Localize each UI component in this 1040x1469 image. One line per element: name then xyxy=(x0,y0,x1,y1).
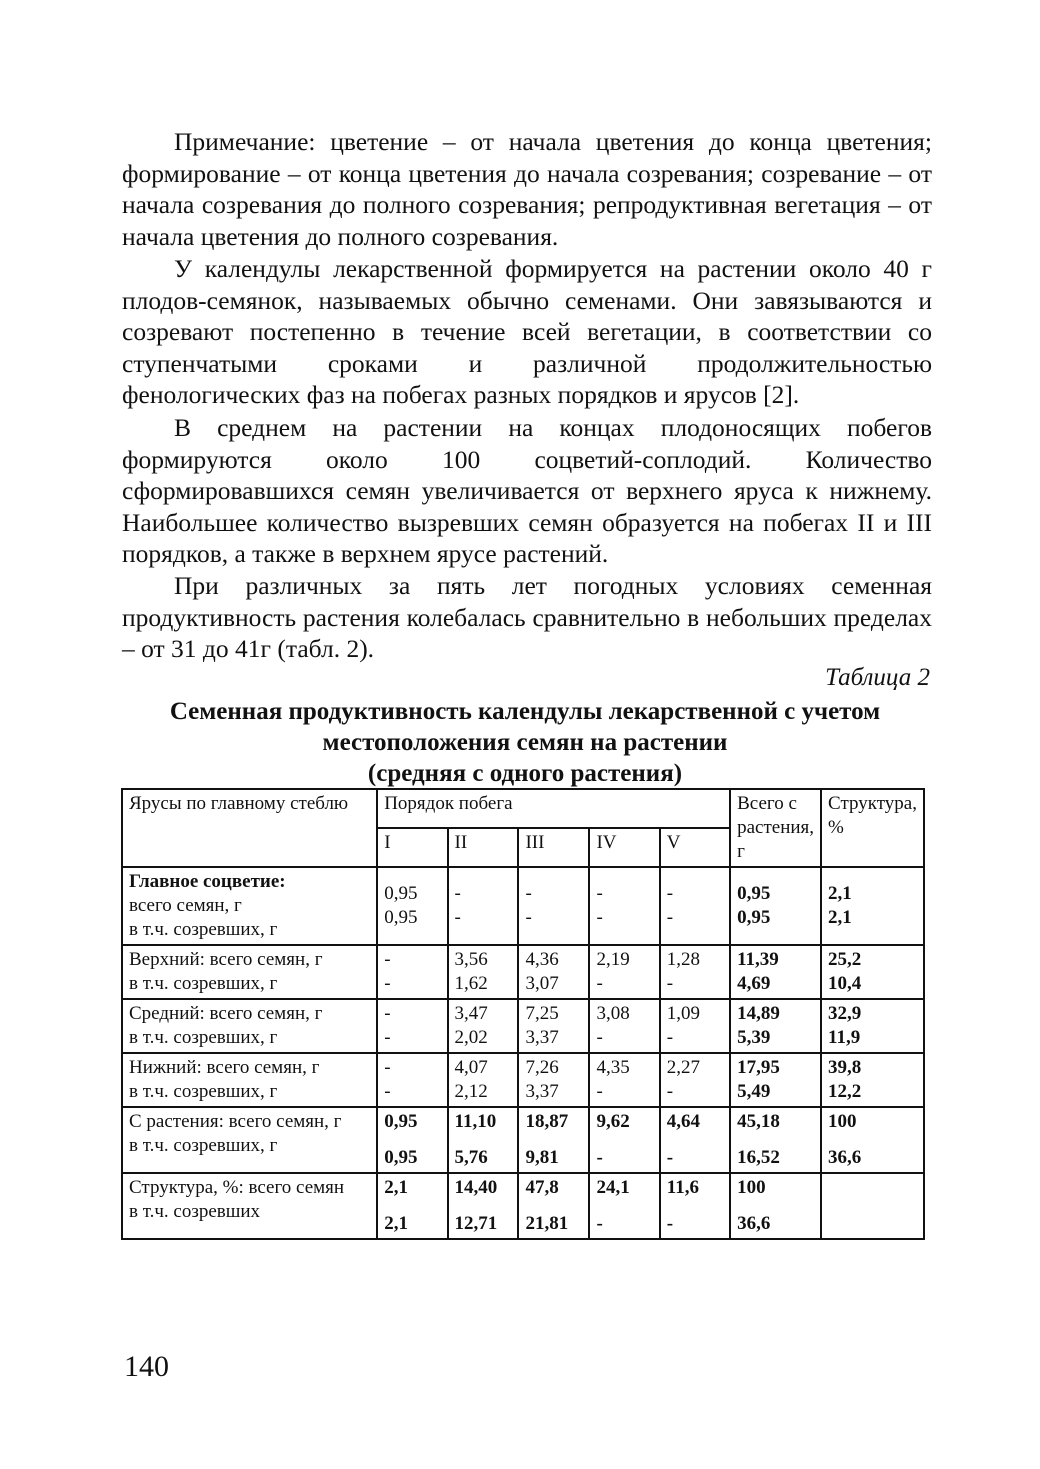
table-row xyxy=(122,1053,924,1107)
cell-order-iii: 47,8 21,81 xyxy=(518,1173,589,1239)
page-number: 140 xyxy=(124,1350,169,1383)
body-paragraph-3: При различных за пять лет погодных условиях семенная продуктивность растения колебалась сравнительно в небольших пределах – от 31 до 41г (табл. 2). xyxy=(122,571,932,663)
note-paragraph: Примечание: цветение – от начала цветения до конца цветения; формирование – от конца цветения до начала созревания; созревание – от начала созревания до полного созревания; репродуктивная вегетация – от начала цветения до полного созревания. xyxy=(122,127,932,251)
row-label: Верхний: всего семян, г в т.ч. созревших, г xyxy=(122,945,377,999)
row-label: С растения: всего семян, г в т.ч. созревших, г xyxy=(122,1107,377,1173)
cell-total: 0,95 0,95 xyxy=(730,867,821,945)
cell-structure xyxy=(821,1173,924,1239)
table-header-row-1 xyxy=(122,789,924,828)
table-title xyxy=(110,696,940,789)
cell-order-v: 1,28 - xyxy=(660,945,730,999)
header-order-ii: II xyxy=(448,828,519,867)
cell-order-ii: 11,10 5,76 xyxy=(448,1107,519,1173)
header-order-iii: III xyxy=(518,828,589,867)
cell-order-iv: - - xyxy=(589,867,659,945)
cell-total: 11,39 4,69 xyxy=(730,945,821,999)
cell-order-iv: 9,62 - xyxy=(589,1107,659,1173)
cell-order-iv: 4,35 - xyxy=(589,1053,659,1107)
header-order-i: I xyxy=(377,828,447,867)
row-sub-ripe: в т.ч. созревших, г xyxy=(129,919,278,940)
cell-order-i: 0,95 0,95 xyxy=(377,1107,447,1173)
table-row xyxy=(122,867,924,945)
header-order-v: V xyxy=(660,828,730,867)
body-paragraph-2: В среднем на растении на концах плодоносящих побегов формируются около 100 соцветий-соплодий. Количество сформировавшихся семян увеличивается от верхнего яруса к нижнему. Наибольшее количество вызревших семян образуется на побегах II и III порядков, а также в верхнем ярусе растений. xyxy=(122,413,932,568)
row-label: Средний: всего семян, г в т.ч. созревших, г xyxy=(122,999,377,1053)
cell-order-v: 2,27 - xyxy=(660,1053,730,1107)
cell-order-i: - - xyxy=(377,999,447,1053)
cell-order-i: - - xyxy=(377,945,447,999)
header-order: Порядок побега xyxy=(377,789,730,828)
cell-order-ii: 4,07 2,12 xyxy=(448,1053,519,1107)
seed-productivity-table xyxy=(121,788,925,1240)
cell-order-i: 2,1 2,1 xyxy=(377,1173,447,1239)
cell-order-v: 1,09 - xyxy=(660,999,730,1053)
cell-order-iv: 2,19 - xyxy=(589,945,659,999)
cell-order-iii: 4,36 3,07 xyxy=(518,945,589,999)
header-order-iv: IV xyxy=(589,828,659,867)
row-sub-total: всего семян, г xyxy=(129,895,242,916)
table-row xyxy=(122,945,924,999)
row-label: Структура, %: всего семян в т.ч. созревших xyxy=(122,1173,377,1239)
cell-order-i: 0,95 0,95 xyxy=(377,867,447,945)
cell-structure: 100 36,6 xyxy=(821,1107,924,1173)
cell-order-ii: 14,40 12,71 xyxy=(448,1173,519,1239)
cell-order-iv: 3,08 - xyxy=(589,999,659,1053)
row-label xyxy=(122,867,377,945)
table-label: Таблица 2 xyxy=(825,664,930,691)
table-title-line-2: местоположения семян на растении xyxy=(322,729,728,756)
cell-order-ii: 3,47 2,02 xyxy=(448,999,519,1053)
cell-total: 17,95 5,49 xyxy=(730,1053,821,1107)
cell-total: 100 36,6 xyxy=(730,1173,821,1239)
cell-structure: 39,8 12,2 xyxy=(821,1053,924,1107)
cell-order-iii: 7,25 3,37 xyxy=(518,999,589,1053)
cell-order-v: - - xyxy=(660,867,730,945)
cell-total: 45,18 16,52 xyxy=(730,1107,821,1173)
cell-structure: 25,2 10,4 xyxy=(821,945,924,999)
cell-order-v: 4,64 - xyxy=(660,1107,730,1173)
table-title-line-3: (средняя с одного растения) xyxy=(367,760,683,787)
header-tier: Ярусы по главному стеблю xyxy=(122,789,377,867)
cell-order-iii: 7,26 3,37 xyxy=(518,1053,589,1107)
row-title: Главное соцветие: xyxy=(129,871,286,892)
table-row xyxy=(122,1107,924,1173)
header-total: Всего с растения, г xyxy=(730,789,821,867)
cell-structure: 32,9 11,9 xyxy=(821,999,924,1053)
cell-structure: 2,1 2,1 xyxy=(821,867,924,945)
table-row xyxy=(122,999,924,1053)
cell-order-i: - - xyxy=(377,1053,447,1107)
header-structure: Структура, % xyxy=(821,789,924,867)
cell-order-ii: 3,56 1,62 xyxy=(448,945,519,999)
cell-order-iii: 18,87 9,81 xyxy=(518,1107,589,1173)
cell-order-v: 11,6 - xyxy=(660,1173,730,1239)
cell-order-ii: - - xyxy=(448,867,519,945)
cell-order-iii: - - xyxy=(518,867,589,945)
table-title-line-1: Семенная продуктивность календулы лекарственной с учетом xyxy=(169,698,881,725)
table-row xyxy=(122,1173,924,1239)
cell-order-iv: 24,1 - xyxy=(589,1173,659,1239)
cell-total: 14,89 5,39 xyxy=(730,999,821,1053)
row-label: Нижний: всего семян, г в т.ч. созревших, г xyxy=(122,1053,377,1107)
body-paragraph-1: У календулы лекарственной формируется на растении около 40 г плодов-семянок, называемых обычно семенами. Они завязываются и созревают постепенно в течение всей вегетации, в соответствии со ступенчатыми сроками и различной продолжительностью фенологических фаз на побегах разных порядков и ярусов [2]. xyxy=(122,254,932,409)
